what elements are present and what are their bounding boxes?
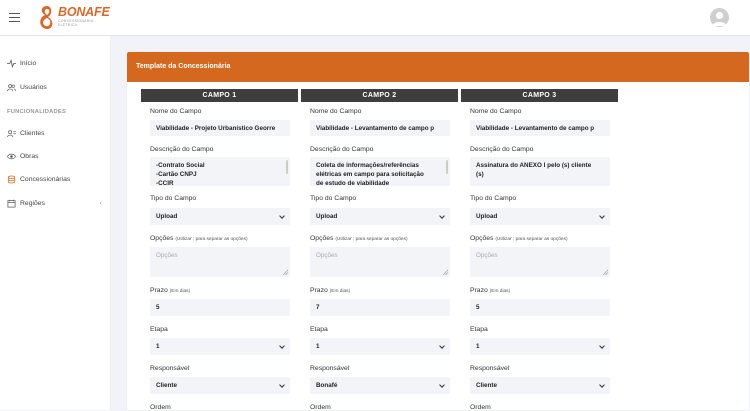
opcoes-label: Opções (Utilizar ; para separar as opções) [150, 235, 248, 242]
ordem-label: Ordem [470, 404, 491, 411]
descricao-label: Descrição do Campo [310, 146, 374, 153]
tipo-select[interactable]: Upload [150, 208, 290, 225]
nome-input[interactable]: Viabilidade - Levantamento de campo p [470, 120, 610, 136]
etapa-label: Etapa [470, 326, 488, 333]
prazo-input[interactable]: 7 [310, 299, 450, 316]
sidebar-item-obras[interactable] [0, 147, 111, 165]
campo-column-2 [301, 89, 458, 411]
responsavel-select[interactable]: Bonafé [310, 377, 450, 394]
sidebar-item-label: Obras [20, 152, 39, 160]
responsavel-label: Responsável [310, 365, 350, 372]
card-title: Template da Concessionária [136, 63, 231, 70]
sidebar [0, 36, 111, 410]
campo-column-1 [141, 89, 298, 411]
nome-input[interactable]: Viabilidade - Projeto Urbanístico Georre [150, 120, 290, 136]
scrollbar[interactable] [286, 160, 288, 174]
etapa-label: Etapa [310, 326, 328, 333]
resize-handle-icon[interactable] [443, 270, 448, 275]
tipo-label: Tipo do Campo [470, 195, 517, 202]
etapa-label: Etapa [150, 326, 168, 333]
resize-handle-icon[interactable] [603, 270, 608, 275]
menu-icon[interactable] [9, 13, 20, 22]
prazo-label: Prazo (Em dias) [150, 287, 191, 294]
sidebar-item-label: Usuários [20, 83, 47, 91]
sidebar-item-label: Concessionárias [20, 175, 71, 183]
nome-label: Nome do Campo [310, 108, 362, 115]
column-header: CAMPO 1 [141, 89, 298, 102]
prazo-input[interactable]: 5 [150, 299, 290, 316]
ordem-label: Ordem [150, 404, 171, 411]
nome-label: Nome do Campo [470, 108, 522, 115]
campo-column-3 [461, 89, 618, 411]
opcoes-textarea[interactable]: Opções [310, 247, 450, 277]
opcoes-label: Opções (Utilizar ; para separar as opções) [470, 235, 568, 242]
sidebar-item-regioes[interactable] [0, 194, 111, 212]
responsavel-label: Responsável [470, 365, 510, 372]
etapa-select[interactable]: 1 [310, 338, 450, 355]
user-group-icon [7, 129, 16, 138]
chevron-left-icon[interactable]: ‹ [99, 199, 102, 207]
tipo-label: Tipo do Campo [150, 195, 197, 202]
activity-icon [7, 59, 16, 68]
descricao-textarea[interactable]: Coleta de informações/referências elétricas em campo para solicitação de estudo de viabilidade [310, 157, 450, 186]
descricao-label: Descrição do Campo [470, 146, 534, 153]
logo-subtitle: CONCESSIONÁRIA ELÉTRICA [58, 19, 94, 28]
sidebar-item-inicio[interactable] [0, 54, 111, 72]
etapa-select[interactable]: 1 [470, 338, 610, 355]
user-avatar[interactable] [710, 8, 729, 27]
logo-text: BONAFE [58, 5, 110, 19]
tipo-label: Tipo do Campo [310, 195, 357, 202]
descricao-label: Descrição do Campo [150, 146, 214, 153]
sidebar-item-label: Início [20, 59, 37, 67]
scrollbar[interactable] [446, 160, 448, 174]
users-icon [7, 83, 16, 92]
prazo-label: Prazo (Em dias) [470, 287, 511, 294]
descricao-textarea[interactable]: Assinatura do ANEXO I pelo (s) cliente (s) [470, 157, 610, 186]
logo-mark-icon [36, 3, 58, 33]
etapa-select[interactable]: 1 [150, 338, 290, 355]
opcoes-textarea[interactable]: Opções [470, 247, 610, 277]
sidebar-item-label: Clientes [20, 129, 45, 137]
prazo-input[interactable]: 5 [470, 299, 610, 316]
prazo-label: Prazo (Em dias) [310, 287, 351, 294]
opcoes-label: Opções (Utilizar ; para separar as opções) [310, 235, 408, 242]
opcoes-textarea[interactable]: Opções [150, 247, 290, 277]
card-header [127, 52, 749, 82]
eye-icon [7, 152, 16, 161]
column-header: CAMPO 2 [301, 89, 458, 102]
tipo-select[interactable]: Upload [470, 208, 610, 225]
sidebar-item-usuarios[interactable] [0, 78, 111, 96]
person-icon [710, 8, 729, 27]
tipo-select[interactable]: Upload [310, 208, 450, 225]
resize-handle-icon[interactable] [283, 270, 288, 275]
template-card [127, 52, 749, 410]
top-bar [0, 0, 750, 36]
nome-label: Nome do Campo [150, 108, 202, 115]
logo[interactable] [36, 3, 110, 33]
column-header: CAMPO 3 [461, 89, 618, 102]
responsavel-label: Responsável [150, 365, 190, 372]
sidebar-item-clientes[interactable] [0, 124, 111, 142]
responsavel-select[interactable]: Cliente [150, 377, 290, 394]
coins-icon [7, 175, 16, 184]
sidebar-section-label: FUNCIONALIDADES [7, 109, 67, 115]
responsavel-select[interactable]: Cliente [470, 377, 610, 394]
ordem-label: Ordem [310, 404, 331, 411]
sidebar-item-concessionarias[interactable] [0, 170, 111, 188]
calendar-icon [7, 199, 16, 208]
nome-input[interactable]: Viabilidade - Levantamento de campo p [310, 120, 450, 136]
descricao-textarea[interactable]: -Contrato Social -Cartão CNPJ -CCIR [150, 157, 290, 186]
sidebar-item-label: Regiões [20, 199, 45, 207]
